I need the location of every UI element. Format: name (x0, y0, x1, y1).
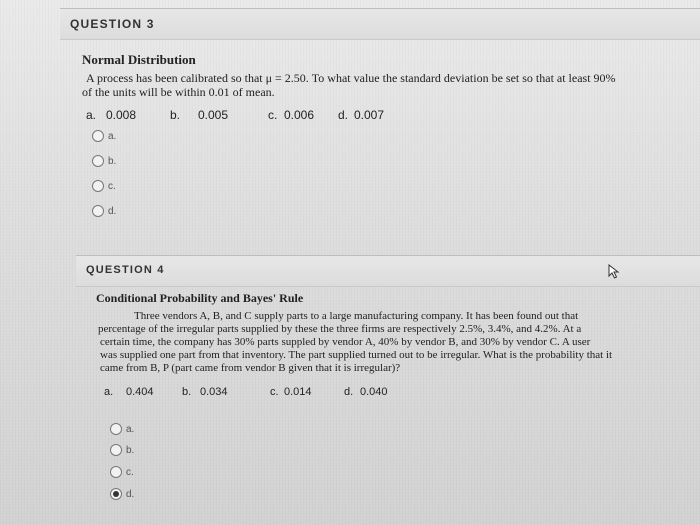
q4-radio-c[interactable] (110, 466, 122, 478)
question-4-label: QUESTION 4 (86, 264, 165, 276)
question-3-text-line-1: A process has been calibrated so that μ = 2.50. To what value the standard deviation be set so that at least 90% (86, 71, 616, 85)
q3-radio-a[interactable] (92, 130, 104, 142)
question-4-text-line-5: came from B, P (part came from vendor B given that it is irregular)? (100, 362, 401, 374)
mouse-cursor-icon (608, 264, 622, 280)
q3-option-d-label: d. (108, 205, 117, 217)
q3-radio-d[interactable] (92, 205, 104, 217)
q4-choice-d-label: d. (344, 386, 354, 398)
question-3-choices (0, 108, 700, 124)
choice-b-value: 0.005 (198, 108, 229, 122)
q4-choice-c-label: c. (270, 386, 279, 398)
q3-option-c[interactable] (92, 180, 116, 192)
q4-option-c[interactable] (110, 466, 134, 478)
q3-option-a-label: a. (108, 130, 117, 142)
q3-option-a[interactable] (92, 130, 116, 142)
question-4-title: Conditional Probability and Bayes' Rule (96, 291, 304, 305)
q4-option-a-label: a. (126, 423, 135, 435)
q3-option-b-label: b. (108, 155, 117, 167)
choice-a-value: 0.008 (106, 108, 137, 122)
q4-choice-b-label: b. (182, 386, 192, 398)
q4-option-a[interactable] (110, 423, 134, 435)
q4-choice-b-value: 0.034 (200, 386, 228, 398)
q3-option-d[interactable] (92, 205, 116, 217)
choice-d-label: d. (338, 108, 349, 122)
q4-option-b-label: b. (126, 444, 135, 456)
choice-b-label: b. (170, 108, 181, 122)
q4-choice-a-label: a. (104, 386, 114, 398)
q3-radio-b[interactable] (92, 155, 104, 167)
question-4-text-line-1: Three vendors A, B, and C supply parts to a large manufacturing company. It has been found out that (134, 310, 579, 322)
question-4-choices (0, 386, 700, 402)
question-4-header (76, 255, 700, 287)
q3-option-c-label: c. (108, 180, 116, 192)
q4-choice-d-value: 0.040 (360, 386, 388, 398)
question-4-text-line-4: was supplied one part from that inventory. The part supplied turned out to be irregular. What is the probability that it (100, 349, 613, 361)
choice-d-value: 0.007 (354, 108, 385, 122)
choice-a-label: a. (86, 108, 97, 122)
choice-c-value: 0.006 (284, 108, 315, 122)
q4-option-b[interactable] (110, 444, 134, 456)
q4-radio-d[interactable] (110, 488, 122, 500)
question-3-title: Normal Distribution (82, 52, 196, 67)
q4-option-d[interactable] (110, 488, 134, 500)
question-3-text-line-2: of the units will be within 0.01 of mean. (82, 85, 275, 99)
q4-radio-b[interactable] (110, 444, 122, 456)
question-3-header (60, 8, 700, 40)
choice-c-label: c. (268, 108, 278, 122)
question-4-text-line-2: percentage of the irregular parts supplied by these the three firms are respectively 2.5%, 3.4%, and 4.2%. At a (98, 323, 582, 335)
question-3-label: QUESTION 3 (70, 17, 155, 31)
q3-option-b[interactable] (92, 155, 116, 167)
q4-option-c-label: c. (126, 466, 134, 478)
q4-choice-c-value: 0.014 (284, 386, 312, 398)
q4-choice-a-value: 0.404 (126, 386, 154, 398)
question-4-text-line-3: certain time, the company has 30% parts suppled by vendor A, 40% by vendor B, and 30% by vendor C. A user (100, 336, 591, 348)
q4-radio-a[interactable] (110, 423, 122, 435)
q3-radio-c[interactable] (92, 180, 104, 192)
q4-option-d-label: d. (126, 488, 135, 500)
